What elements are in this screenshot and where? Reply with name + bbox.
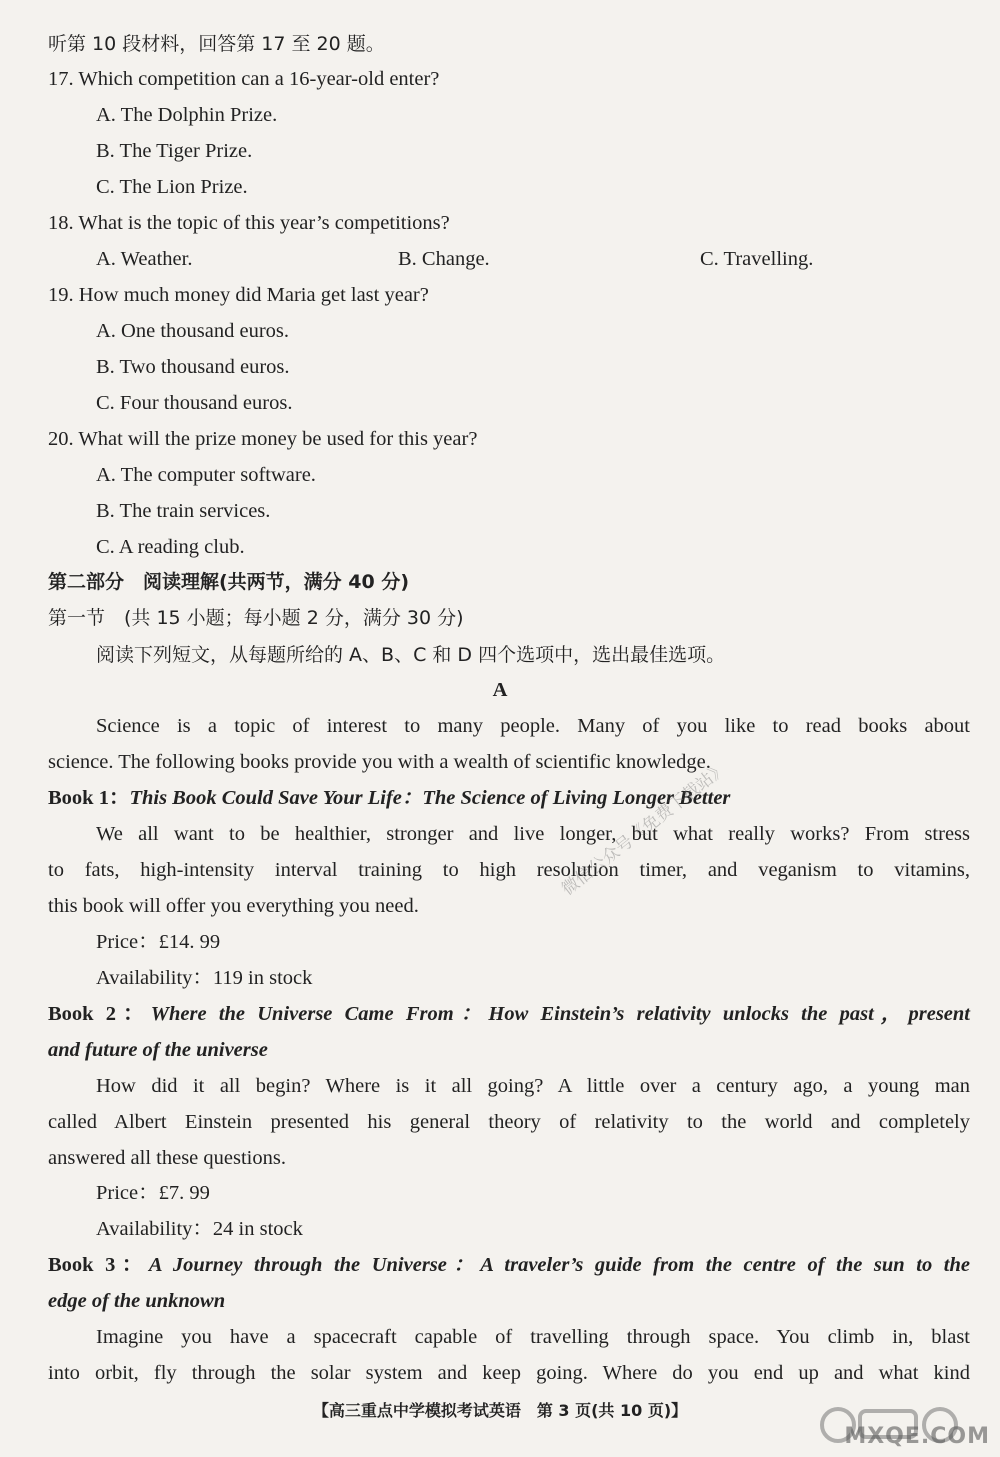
book-2-desc-2: called Albert Einstein presented his general theory of relativity to the world and completely [48,1111,970,1133]
intro-line-1: Science is a topic of interest to many people. Many of you like to read books about [96,715,970,737]
book-1-desc-3: this book will offer you everything you need. [48,895,419,917]
book-3-desc-2: into orbit, fly through the solar system and keep going. Where do you end up and what kind [48,1362,970,1384]
question-18: 18. What is the topic of this year’s competitions? [48,212,450,234]
book-2-desc-3: answered all these questions. [48,1147,286,1169]
book-1-heading [48,780,970,816]
question-20: 20. What will the prize money be used for this year? [48,428,478,450]
q19-option-a: A. One thousand euros. [96,320,290,342]
q17-option-a: A. The Dolphin Prize. [96,104,278,126]
q17-option-c: C. The Lion Prize. [96,176,248,198]
book-2-availability: Availability：24 in stock [96,1218,303,1240]
q19-option-c: C. Four thousand euros. [96,392,293,414]
book-3-heading [48,1247,970,1283]
question-17: 17. Which competition can a 16-year-old enter? [48,68,440,90]
reading-instruction: 阅读下列短文，从每题所给的 A、B、C 和 D 四个选项中，选出最佳选项。 [96,644,726,666]
q17-option-b: B. The Tiger Prize. [96,140,253,162]
book-2-title-1: Where the Universe Came From：How Einstein’s relativity unlocks the past，present [150,1003,970,1025]
book-1-availability: Availability：119 in stock [96,967,313,989]
q20-option-c: C. A reading club. [96,536,245,558]
q19-option-b: B. Two thousand euros. [96,356,290,378]
book-2-label: Book 2： [48,1003,151,1025]
book-1-desc-2: to fats, high-intensity interval training to high resolution timer, and veganism to vitamins, [48,859,970,881]
intro-line-2: science. The following books provide you with a wealth of scientific knowledge. [48,751,711,773]
book-3-label: Book 3： [48,1254,149,1276]
book-1-desc-1: We all want to be healthier, stronger and live longer, but what really works? From stress [96,823,970,845]
book-3-title-2: edge of the unknown [48,1290,226,1312]
book-3-title-1: A Journey through the Universe：A traveler’s guide from the centre of the sun to the [148,1254,970,1276]
passage-letter: A [492,679,508,701]
q20-option-b: B. The train services. [96,500,271,522]
watermark-text: 微信公众号《免费下载站》 [558,758,732,900]
book-1-title: This Book Could Save Your Life：The Science of Living Longer Better [129,787,731,809]
book-1-price: Price：£14. 99 [96,931,221,953]
book-3-desc-1: Imagine you have a spacecraft capable of travelling through space. You climb in, blast [96,1326,970,1348]
q18-options-row [0,241,1000,277]
part2-title: 第二部分 阅读理解(共两节，满分 40 分) [48,571,410,593]
q18-option-b: B. Change. [398,248,490,270]
q18-option-a: A. Weather. [96,248,193,270]
book-2-heading [48,996,970,1032]
book-2-desc-1: How did it all begin? Where is it all going? A little over a century ago, a young man [96,1075,970,1097]
listening-section-head: 听第 10 段材料，回答第 17 至 20 题。 [48,33,385,55]
book-1-label: Book 1： [48,787,130,809]
question-19: 19. How much money did Maria get last year? [48,284,429,306]
section1-title: 第一节 (共 15 小题；每小题 2 分，满分 30 分) [48,607,464,629]
q20-option-a: A. The computer software. [96,464,316,486]
page-footer: 【高三重点中学模拟考试英语 第 3 页(共 10 页)】 [312,1401,688,1420]
book-2-title-2: and future of the universe [48,1039,268,1061]
site-logo-text: MXQE.COM [844,1424,990,1449]
q18-option-c: C. Travelling. [700,248,814,270]
book-2-price: Price：£7. 99 [96,1182,210,1204]
